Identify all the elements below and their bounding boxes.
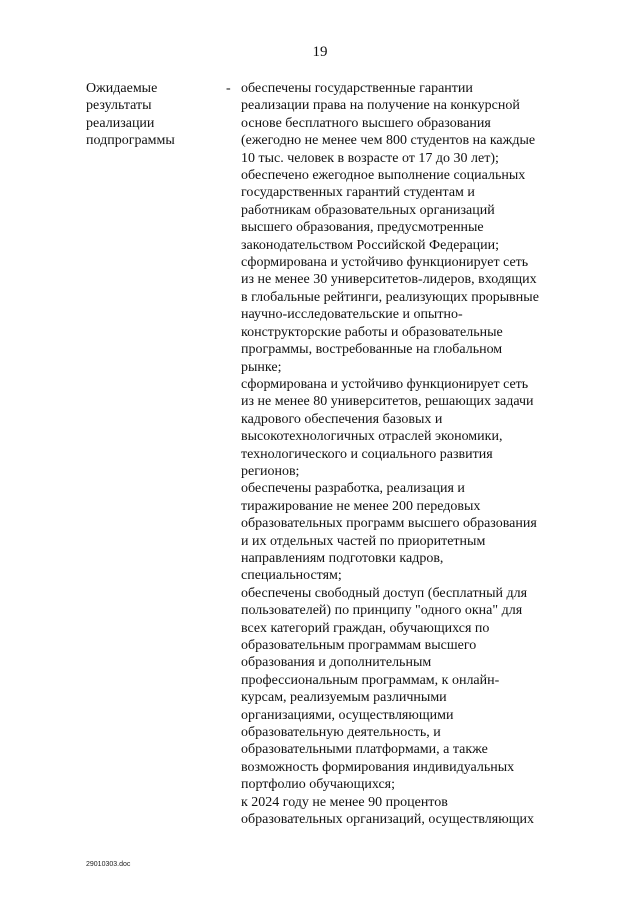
text-line: технологического и социального развития	[241, 446, 493, 462]
text-line: и их отдельных частей по приоритетным	[241, 533, 486, 549]
text-line: портфолио обучающихся;	[241, 777, 396, 793]
section-label-line: реализации	[86, 115, 155, 131]
text-line: возможность формирования индивидуальных	[241, 759, 515, 775]
text-line: высшего образования, предусмотренные	[241, 220, 484, 236]
text-line: конструкторские работы и образовательные	[241, 324, 503, 340]
section-label-line: результаты	[86, 98, 152, 114]
text-line: всех категорий граждан, обучающихся по	[241, 620, 490, 636]
footer-filename: 29010303.doc	[86, 861, 131, 868]
text-line: из не менее 80 университетов, решающих задачи	[241, 394, 534, 410]
text-line: к 2024 году не менее 90 процентов	[241, 794, 448, 810]
list-dash: -	[226, 81, 231, 96]
results-text	[241, 80, 581, 828]
text-line: образования и дополнительным	[241, 655, 432, 671]
text-line: из не менее 30 университетов-лидеров, входящих	[241, 272, 537, 288]
text-line: образовательную деятельность, и	[241, 725, 441, 741]
section-label-line: подпрограммы	[86, 133, 175, 149]
text-line: профессиональным программам, к онлайн-	[241, 672, 500, 688]
text-line: рынке;	[241, 359, 282, 375]
text-line: 10 тыс. человек в возрасте от 17 до 30 лет);	[241, 150, 499, 166]
page-number: 19	[312, 44, 328, 60]
text-line: образовательным программам высшего	[241, 638, 477, 653]
text-line: образовательными платформами, а также	[241, 742, 488, 758]
text-line: пользователей) по принципу "одного окна" для	[241, 603, 523, 619]
text-line: основе бесплатного высшего образования	[241, 115, 491, 131]
text-line: специальностям;	[241, 568, 342, 584]
text-line: (ежегодно не менее чем 800 студентов на каждые	[241, 133, 536, 149]
text-line: государственных гарантий студентам и	[241, 185, 475, 201]
text-line: законодательством Российской Федерации;	[241, 237, 500, 253]
text-line: сформирована и устойчиво функционирует сеть	[241, 255, 529, 271]
text-line: направлениям подготовки кадров,	[241, 550, 444, 566]
text-line: организациями, осуществляющими	[241, 707, 454, 723]
text-line: кадрового обеспечения базовых и	[241, 411, 443, 427]
text-line: в глобальные рейтинги, реализующих прорывные	[241, 289, 539, 305]
text-line: образовательных организаций, осуществляющих	[241, 812, 534, 828]
text-line: обеспечено ежегодное выполнение социальных	[241, 168, 526, 184]
text-line: обеспечены государственные гарантии	[241, 81, 473, 96]
text-line: регионов;	[241, 463, 300, 479]
text-line: курсам, реализуемым различными	[241, 690, 447, 706]
text-line: образовательных программ высшего образования	[241, 516, 537, 532]
section-label-line: Ожидаемые	[86, 81, 158, 96]
section-label	[86, 80, 206, 150]
text-line: высокотехнологичных отраслей экономики,	[241, 429, 503, 445]
text-line: реализации права на получение на конкурсной	[241, 98, 520, 114]
text-line: программы, востребованные на глобальном	[241, 342, 503, 358]
text-line: работникам образовательных организаций	[241, 202, 495, 218]
text-line: обеспечены разработка, реализация и	[241, 481, 465, 497]
text-line: сформирована и устойчиво функционирует сеть	[241, 376, 529, 392]
text-line: научно-исследовательские и опытно-	[241, 307, 463, 323]
text-line: тиражирование не менее 200 передовых	[241, 498, 481, 514]
text-line: обеспечены свободный доступ (бесплатный для	[241, 585, 528, 601]
